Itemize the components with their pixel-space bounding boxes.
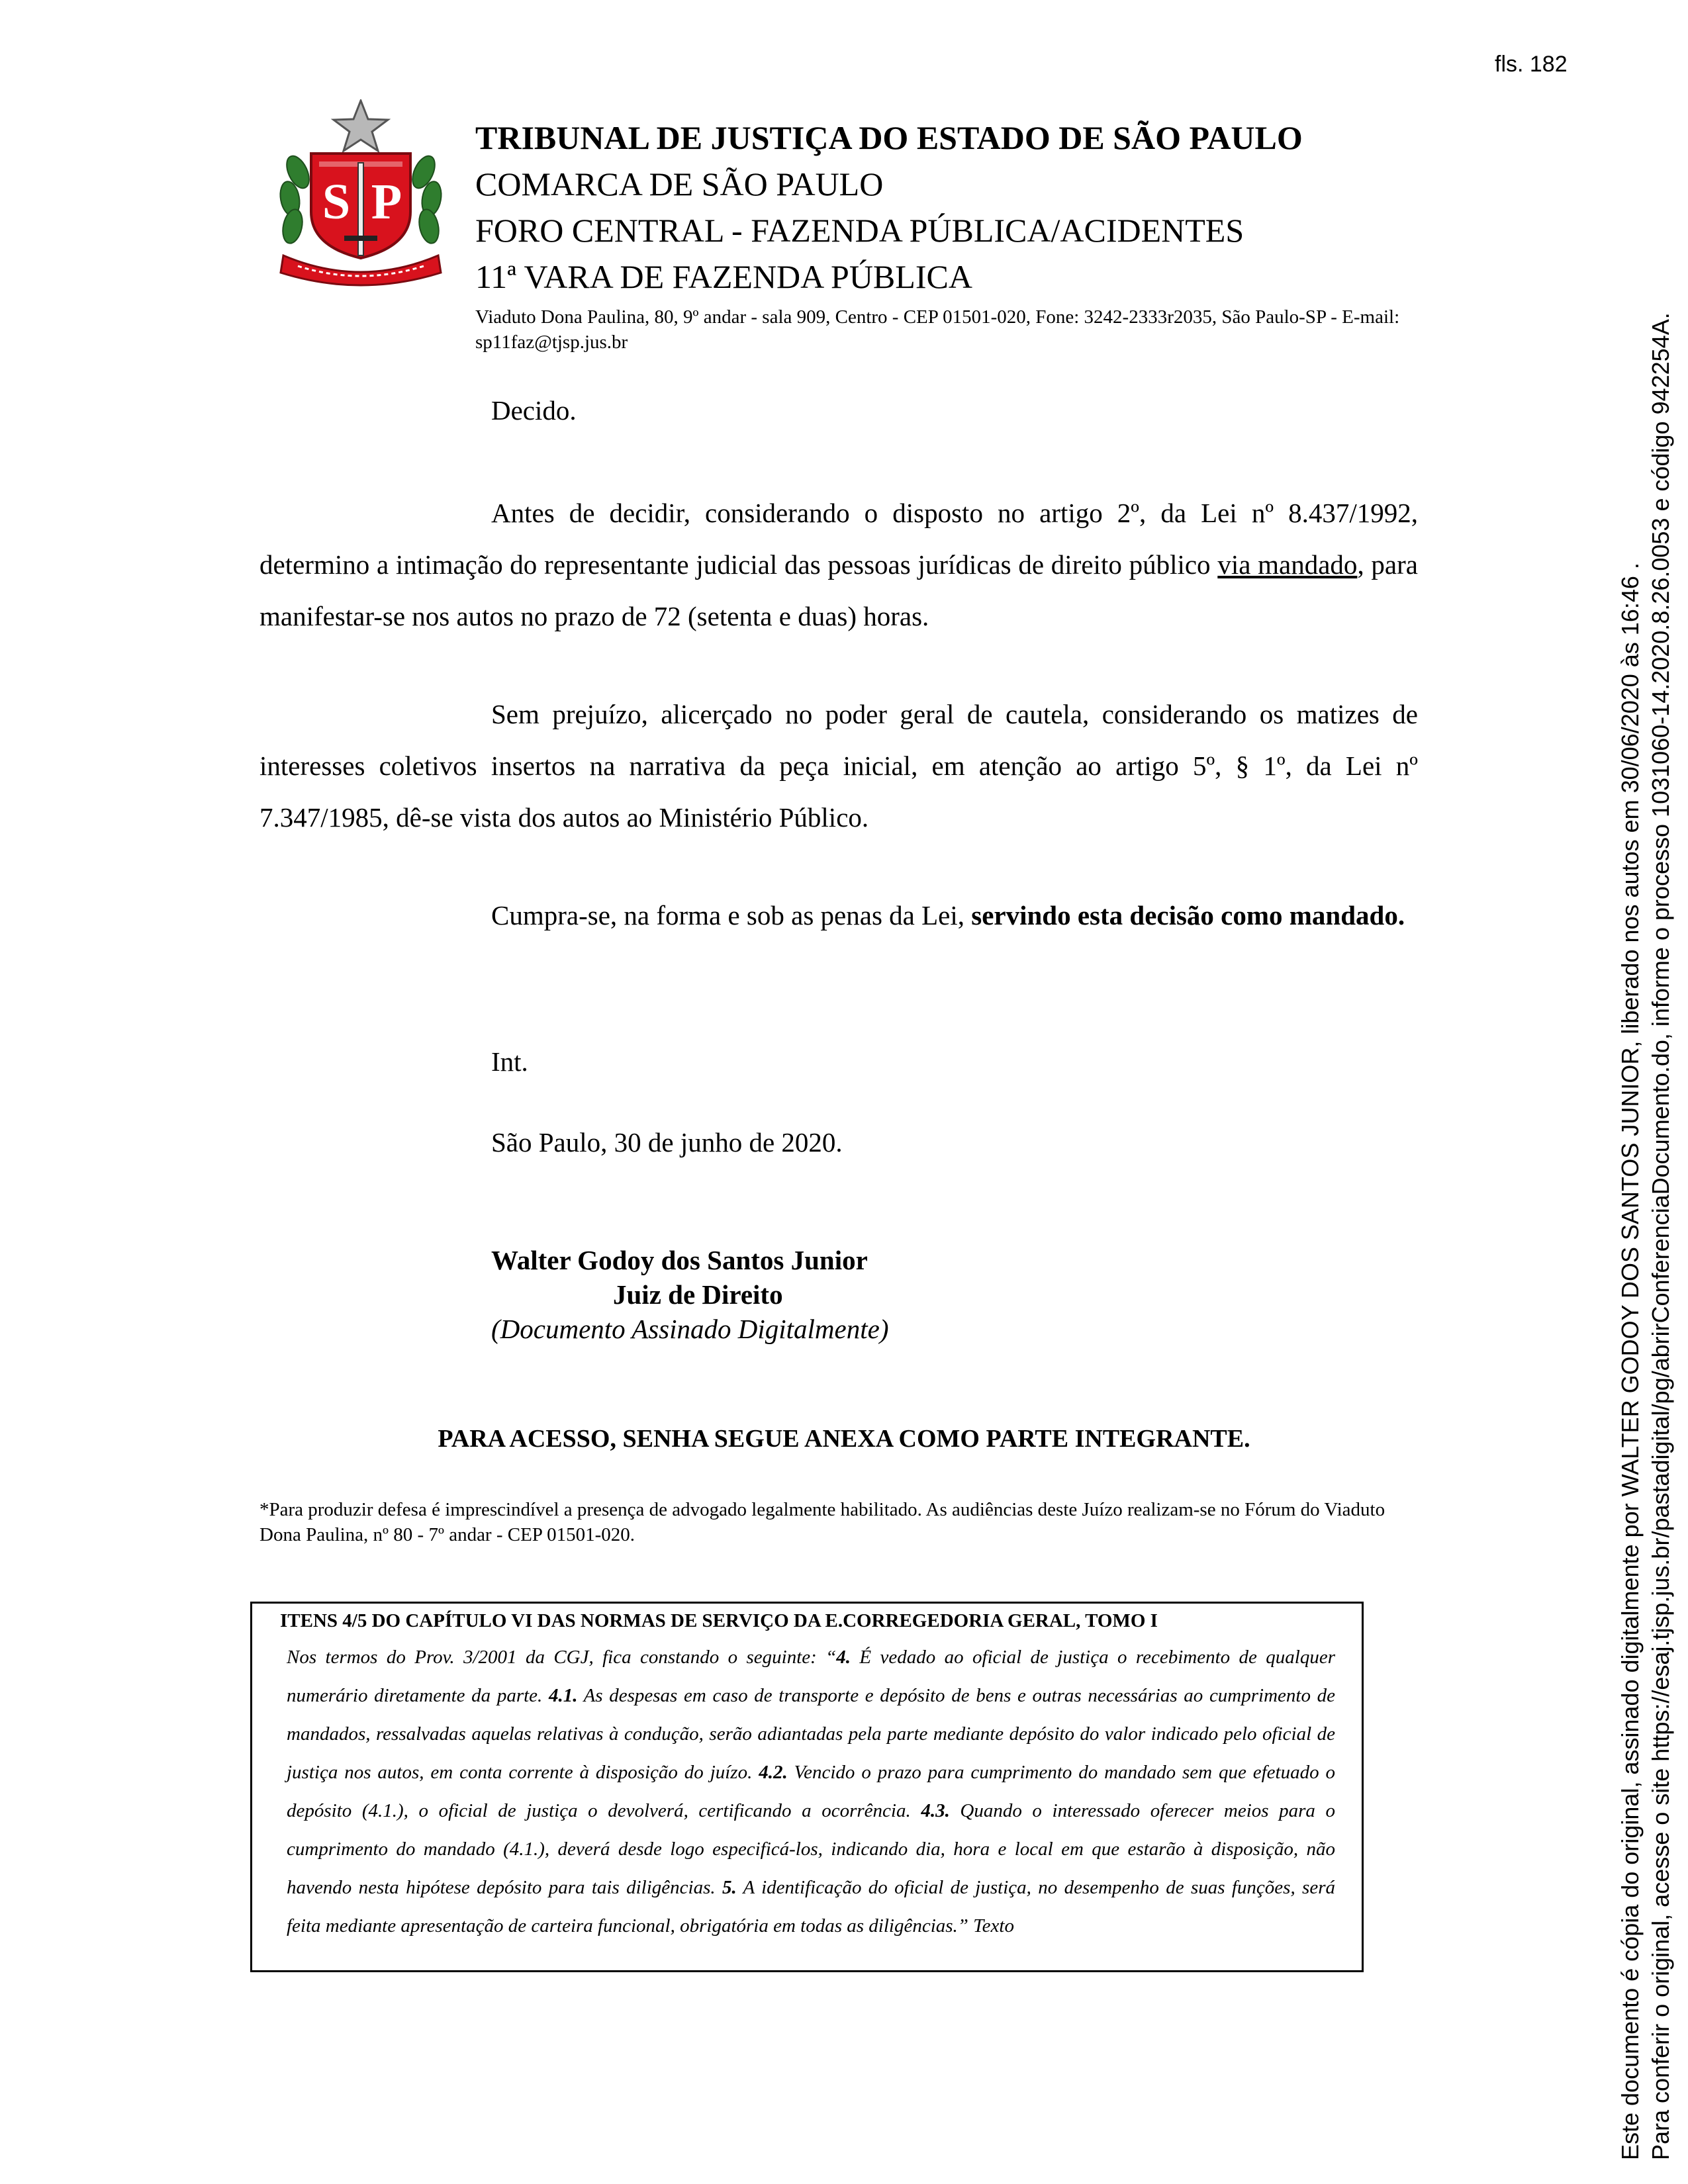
box-text-3: Vencido o prazo para cumprimento do mandado sem que efetuado o depósito (4.1.), o oficial de justiça o devolverá, certificando a ocorrência. — [287, 1762, 1335, 1821]
side-stamp-line-1: Este documento é cópia do original, assinado digitalmente por WALTER GODOY DOS SANTOS JUNIOR, liberado nos autos em 30/06/2020 às 16:46 . — [1617, 563, 1644, 2160]
p1-text-end: , para manifestar-se nos autos no prazo de 72 (setenta e duas) horas. — [259, 549, 1418, 631]
city-date: São Paulo, 30 de junho de 2020. — [491, 1127, 843, 1158]
box-item-4-3: 4.3. — [921, 1800, 950, 1821]
page-number: fls. 182 — [1495, 52, 1568, 77]
digital-signature-note: (Documento Assinado Digitalmente) — [491, 1314, 889, 1344]
box-text-5: A identificação do oficial de justiça, no desempenho de suas funções, será feita mediante apresentação de carteira funcional, obrigatória em todas as diligências.” Texto — [287, 1877, 1335, 1936]
sao-paulo-coat-of-arms-icon — [271, 99, 450, 291]
comarca: COMARCA DE SÃO PAULO — [475, 165, 884, 203]
p1-underlined-text: via mandado — [1217, 549, 1358, 580]
seal-letter-s: S — [322, 174, 351, 230]
p3-text: Cumpra-se, na forma e sob as penas da Lei, — [491, 900, 972, 931]
paragraph-intimacao — [259, 487, 1418, 642]
judge-name: Walter Godoy dos Santos Junior — [491, 1245, 868, 1275]
side-verification-stamp — [1615, 241, 1676, 2160]
footnote: *Para produzir defesa é imprescindível a presença de advogado legalmente habilitado. As audiências deste Juízo realizam-se no Fórum do Viaduto Dona Paulina, nº 80 - 7º andar - CEP 01501-020. — [259, 1499, 1385, 1545]
p3-bold-text: servindo esta decisão como mandado. — [971, 900, 1405, 931]
box-item-4-1: 4.1. — [548, 1685, 578, 1706]
decido: Decido. — [491, 395, 577, 426]
court-name: TRIBUNAL DE JUSTIÇA DO ESTADO DE SÃO PAULO — [475, 119, 1303, 156]
box-text-2: As despesas em caso de transporte e depósito de bens e outras necessárias ao cumprimento de mandados, ressalvadas aquelas relativas à condução, serão adiantadas pela parte mediante depósito do valor indicado pelo oficial de justiça nos autos, em conta corrente à disposição do juízo. — [287, 1685, 1335, 1783]
box-text-4: Quando o interessado oferecer meios para o cumprimento do mandado (4.1.), deverá desde logo especificá-los, indicando dia, hora e local em que estarão à disposição, não havendo nesta hipótese depósito para tais diligências. — [287, 1800, 1335, 1898]
court-address: Viaduto Dona Paulina, 80, 9º andar - sala 909, Centro - CEP 01501-020, Fone: 3242-2333r2035, São Paulo-SP - E-mail: sp11faz@tjsp.jus.br — [475, 306, 1400, 353]
int-abbreviation: Int. — [491, 1046, 528, 1077]
paragraph-cumpra-se — [259, 889, 1418, 941]
box-item-4: 4. — [836, 1647, 851, 1668]
normas-box-title: ITENS 4/5 DO CAPÍTULO VI DAS NORMAS DE SERVIÇO DA E.CORREGEDORIA GERAL, TOMO I — [280, 1610, 1158, 1631]
box-text-1: É vedado ao oficial de justiça o recebimento de qualquer numerário diretamente da parte. — [287, 1647, 1335, 1706]
side-stamp-line-2: Para conferir o original, acesse o site https://esaj.tjsp.jus.br/pastadigital/pg/abrirConferenciaDocumento.do, informe o processo 1031060-14.2020.8.26.0053 e código 942254A. — [1647, 312, 1674, 2160]
vara: 11ª VARA DE FAZENDA PÚBLICA — [475, 258, 972, 295]
seal-letter-p: P — [371, 174, 402, 230]
paragraph-ministerio-publico — [259, 688, 1418, 843]
box-item-4-2: 4.2. — [759, 1762, 788, 1783]
judge-role: Juiz de Direito — [613, 1279, 783, 1310]
p2-text: Sem prejuízo, alicerçado no poder geral de cautela, considerando os matizes de interesses coletivos insertos na narrativa da peça inicial, em atenção ao artigo 5º, § 1º, da Lei nº 7.347/1985, dê-se vista dos autos ao Ministério Público. — [259, 699, 1418, 833]
box-text-0: Nos termos do Prov. 3/2001 da CGJ, fica constando o seguinte: “ — [287, 1647, 837, 1668]
p1-text-start: Antes de decidir, considerando o disposto no artigo 2º, da Lei nº 8.437/1992, determino a intimação do representante judicial das pessoas jurídicas de direito público — [259, 498, 1418, 580]
box-item-5: 5. — [722, 1877, 737, 1898]
foro: FORO CENTRAL - FAZENDA PÚBLICA/ACIDENTES — [475, 212, 1244, 249]
normas-box — [250, 1602, 1364, 1972]
normas-box-text — [287, 1638, 1335, 1945]
access-notice: PARA ACESSO, SENHA SEGUE ANEXA COMO PARTE INTEGRANTE. — [438, 1425, 1250, 1453]
